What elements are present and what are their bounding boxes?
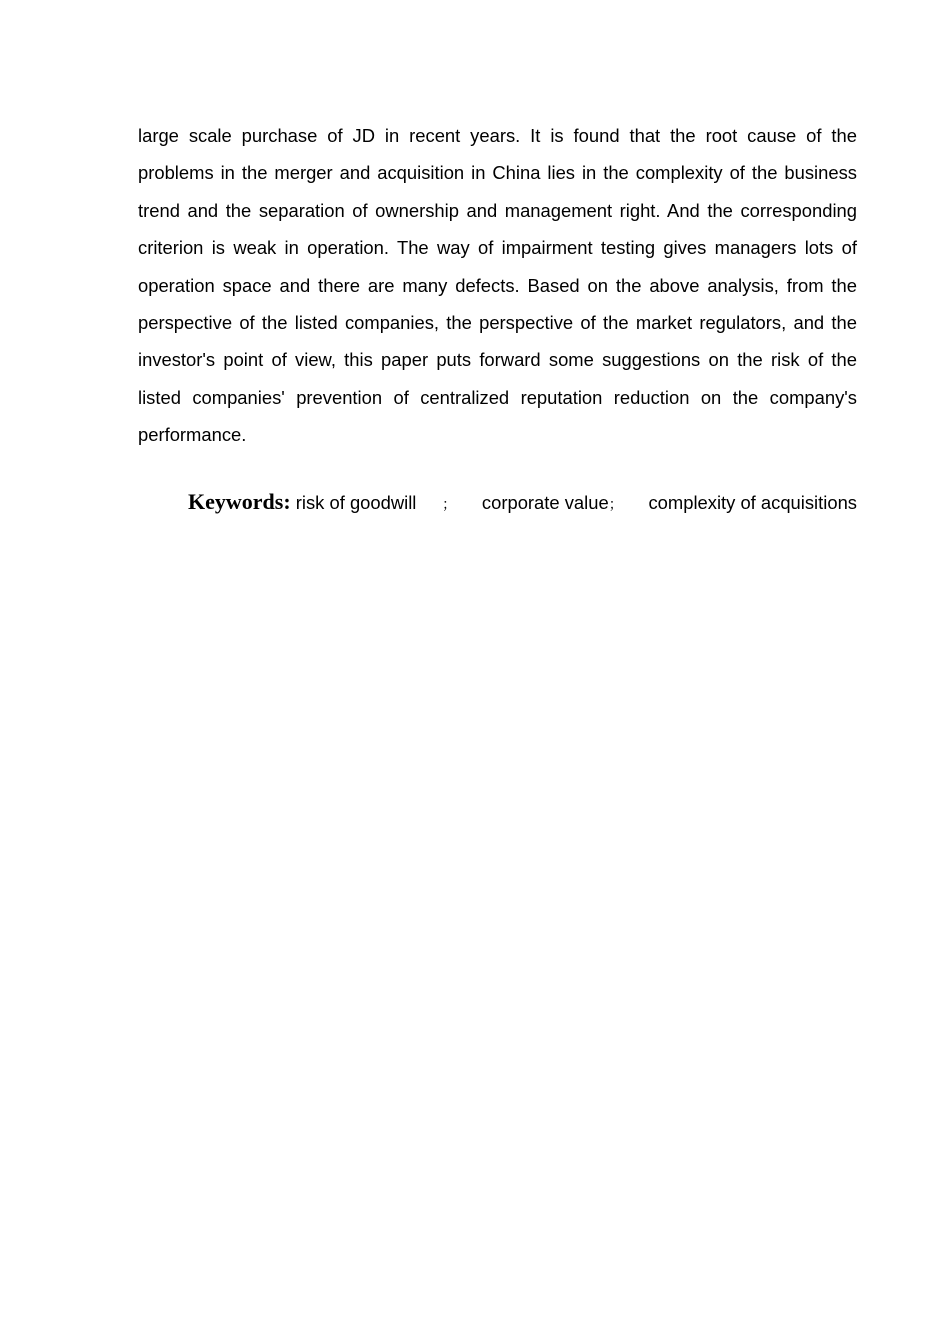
keyword-item: corporate value (481, 492, 609, 513)
keywords-label: Keywords: (188, 489, 291, 514)
abstract-paragraph: large scale purchase of JD in recent years. It is found that the root cause of the problems in the merger and acquisition in China lies in the complexity of the business trend and the separation of ownership and management right. And the corresponding criterion is weak in operation. The way of impairment testing gives managers lots of operation space and there are many defects. Based on the above analysis, from the perspective of the listed companies, the perspective of the market regulators, and the investor's point of view, this paper puts forward some suggestions on the risk of the listed companies' prevention of centralized reputation reduction on the company's performance. (138, 125, 857, 446)
keyword-group-2 (482, 492, 623, 514)
keyword-separator: ； (608, 496, 623, 512)
keyword-item: risk of goodwill (295, 492, 417, 513)
keywords-line (188, 489, 857, 527)
keyword-item: complexity of acquisitions (648, 492, 857, 513)
keyword-separator: ； (442, 496, 457, 512)
keywords-label-and-first (188, 489, 416, 515)
